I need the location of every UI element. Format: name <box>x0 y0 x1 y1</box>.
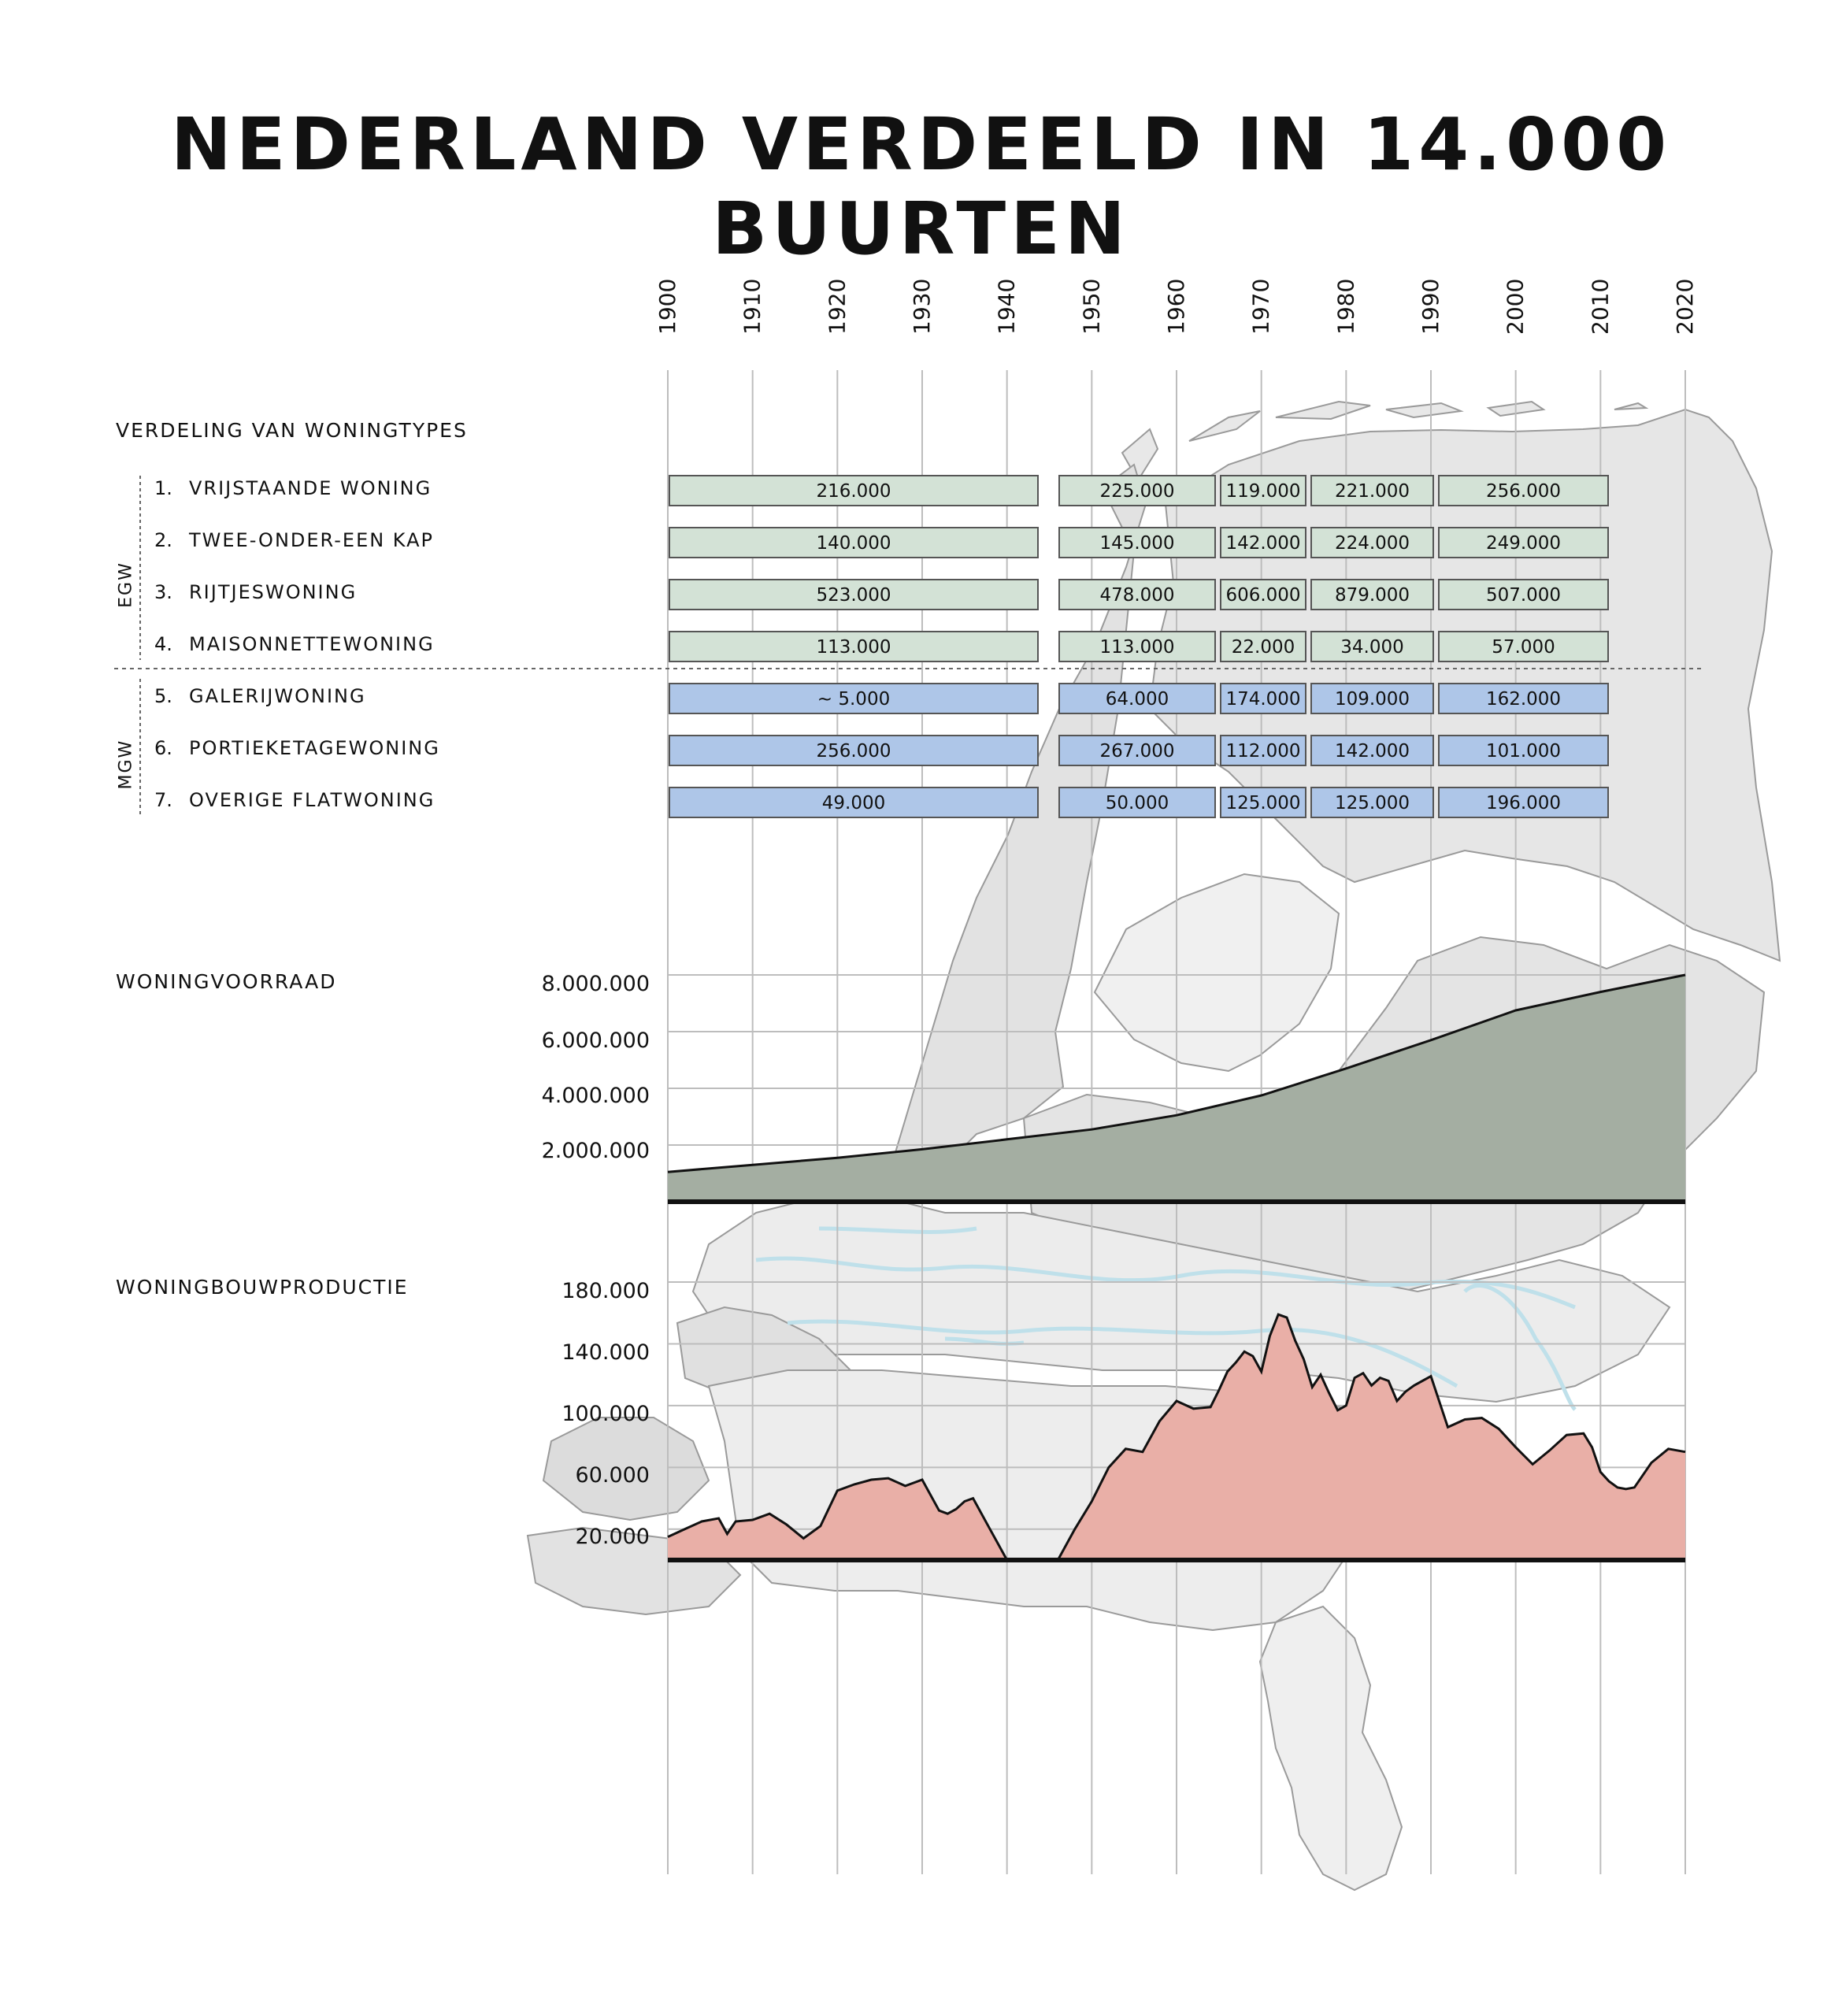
group-label-egw: EGW <box>116 561 136 608</box>
stock-tick-label: 4.000.000 <box>541 1084 650 1108</box>
table-cell-value: 267.000 <box>1099 741 1175 762</box>
year-label: 2010 <box>1587 278 1614 335</box>
table-cell-value: 142.000 <box>1334 741 1410 762</box>
row-label: VRIJSTAANDE WONING <box>189 477 432 499</box>
row-number: 2. <box>154 529 172 551</box>
year-label: 1920 <box>824 278 851 335</box>
table-cell-value: 125.000 <box>1334 793 1410 813</box>
group-label-mgw: MGW <box>116 739 136 790</box>
row-number: 7. <box>154 789 172 811</box>
table-cell-value: 49.000 <box>821 793 886 813</box>
table-cell-value: 216.000 <box>816 481 891 502</box>
year-label: 1990 <box>1418 278 1444 335</box>
table-cell-value: 196.000 <box>1485 793 1562 813</box>
table-cell-value: 162.000 <box>1485 689 1562 710</box>
table-cell-value: 142.000 <box>1225 533 1301 554</box>
year-label: 1930 <box>909 278 935 335</box>
table-cell-value: 113.000 <box>1099 637 1175 658</box>
table-cell-value: 224.000 <box>1334 533 1410 554</box>
production-tick-label: 180.000 <box>561 1279 650 1303</box>
stock-tick-label: 6.000.000 <box>541 1028 650 1053</box>
page-title: NEDERLAND VERDEELD IN 14.000 BUURTEN <box>170 102 1672 271</box>
stock-tick-label: 8.000.000 <box>541 972 650 996</box>
production-heading: WONINGBOUWPRODUCTIE <box>116 1276 409 1299</box>
year-label: 1970 <box>1247 278 1274 335</box>
table-cell-value: 256.000 <box>1485 481 1562 502</box>
year-label: 1910 <box>739 278 765 335</box>
table-cell-value: 125.000 <box>1225 793 1301 813</box>
row-label: RIJTJESWONING <box>189 581 358 603</box>
table-cell-value: 50.000 <box>1105 793 1169 813</box>
table-cell-value: 119.000 <box>1225 481 1301 502</box>
row-number: 5. <box>154 685 172 707</box>
table-cell-value: 34.000 <box>1340 637 1404 658</box>
year-label: 1900 <box>654 278 680 335</box>
row-label: PORTIEKETAGEWONING <box>189 737 440 759</box>
table-cell-value: 64.000 <box>1105 689 1169 710</box>
table-cell-value: ~ 5.000 <box>817 689 891 710</box>
row-label: OVERIGE FLATWONING <box>189 789 435 811</box>
table-cell-value: 22.000 <box>1231 637 1295 658</box>
production-tick-label: 100.000 <box>561 1402 650 1426</box>
table-cell-value: 112.000 <box>1225 741 1301 762</box>
production-tick-label: 20.000 <box>575 1525 650 1549</box>
table-cell-value: 879.000 <box>1334 585 1410 606</box>
housing-types-heading: VERDELING VAN WONINGTYPES <box>116 419 468 442</box>
table-cell-value: 523.000 <box>816 585 891 606</box>
row-number: 1. <box>154 477 172 499</box>
table-cell-value: 113.000 <box>816 637 891 658</box>
table-cell-value: 145.000 <box>1099 533 1175 554</box>
stock-tick-label: 2.000.000 <box>541 1139 650 1163</box>
table-cell-value: 249.000 <box>1485 533 1562 554</box>
row-number: 4. <box>154 633 172 655</box>
production-tick-label: 140.000 <box>561 1340 650 1365</box>
row-label: TWEE-ONDER-EEN KAP <box>189 529 435 551</box>
row-number: 6. <box>154 737 172 759</box>
table-cell-value: 221.000 <box>1334 481 1410 502</box>
row-label: GALERIJWONING <box>189 685 366 707</box>
year-label: 2020 <box>1672 278 1698 335</box>
table-cell-value: 507.000 <box>1485 585 1562 606</box>
table-cell-value: 256.000 <box>816 741 891 762</box>
table-cell-value: 101.000 <box>1485 741 1562 762</box>
production-tick-label: 60.000 <box>575 1463 650 1488</box>
table-cell-value: 140.000 <box>816 533 891 554</box>
year-label: 1980 <box>1332 278 1359 335</box>
year-label: 1950 <box>1078 278 1105 335</box>
year-label: 2000 <box>1502 278 1529 335</box>
year-label: 1940 <box>993 278 1020 335</box>
stock-heading: WONINGVOORRAAD <box>116 970 337 993</box>
table-cell-value: 174.000 <box>1225 689 1301 710</box>
row-number: 3. <box>154 581 172 603</box>
row-label: MAISONNETTEWONING <box>189 633 435 655</box>
table-cell-value: 109.000 <box>1334 689 1410 710</box>
table-cell-value: 606.000 <box>1225 585 1301 606</box>
table-cell-value: 478.000 <box>1099 585 1175 606</box>
table-cell-value: 225.000 <box>1099 481 1175 502</box>
table-cell-value: 57.000 <box>1492 637 1555 658</box>
year-label: 1960 <box>1163 278 1189 335</box>
